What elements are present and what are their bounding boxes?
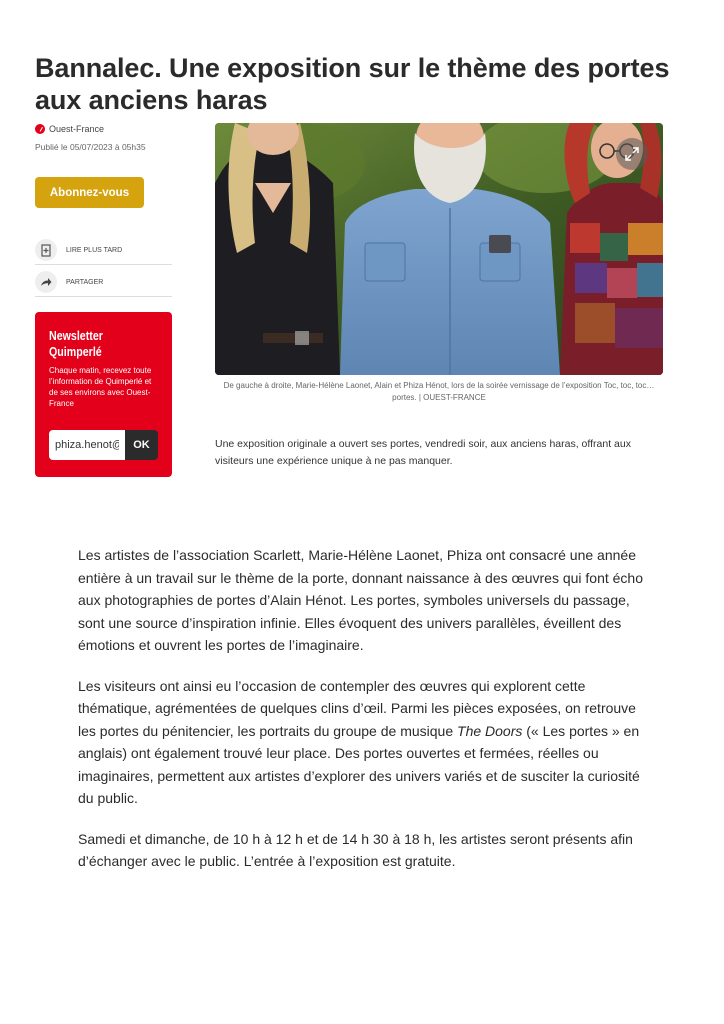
bookmark-icon [35, 239, 57, 261]
newsletter-box [35, 312, 172, 477]
band-name: The Doors [457, 722, 523, 739]
ouest-france-logo-icon [35, 124, 45, 134]
newsletter-submit-button[interactable]: OK [125, 430, 158, 460]
read-later-label: LIRE PLUS TARD [66, 246, 123, 254]
read-later-button[interactable] [35, 236, 172, 265]
article-lead: Une exposition originale a ouvert ses portes, vendredi soir, aux anciens haras, offrant aux visiteurs une expérience unique à ne pas manquer. [215, 438, 631, 467]
share-arrow-icon [35, 271, 57, 293]
newsletter-description: Chaque matin, recevez toute l’information de Quimperlé et de ses environs avec Ouest-France [49, 366, 152, 408]
article-title: Bannalec. Une exposition sur le thème des portes aux anciens haras [35, 53, 670, 115]
expand-icon [625, 147, 639, 161]
paragraph-text: Les visiteurs ont ainsi eu l’occasion de contempler des œuvres qui explorent cette thématique, agrémentées de quelques clins d’œil. Parmi les pièces exposées, on retrouve les portes du pénitencier, les portraits du groupe de musique [78, 677, 636, 739]
article-paragraph: Samedi et dimanche, de 10 h à 12 h et de 14 h 30 à 18 h, les artistes seront présents afin d’échanger avec le public. L’entrée à l’exposition est gratuite. [78, 830, 633, 869]
share-button[interactable] [35, 268, 172, 297]
expand-image-button[interactable] [616, 138, 648, 170]
publish-date: Publié le 05/07/2023 à 05h35 [35, 142, 146, 152]
article-photo [215, 123, 663, 375]
source-name: Ouest-France [49, 124, 105, 134]
article-paragraph: Les artistes de l’association Scarlett, Marie-Hélène Laonet, Phiza ont consacré une année entière à un travail sur le thème de la porte, donnant naissance à des œuvres qui font écho aux photographies de portes d’Alain Hénot. Les portes, symboles universels du passage, sont une source d’inspiration infinie. Elles évoquent des univers parallèles, éveillent des émotions et ouvrent les portes de l’imaginaire. [78, 547, 644, 653]
subscribe-button[interactable]: Abonnez-vous [35, 177, 144, 208]
paragraph-text: (« Les portes » en anglais) ont également trouvé leur place. Des portes ouvertes et fermées, réelles ou imaginaires, permettent aux artistes d’explorer des univers variés et de susciter la curiosité du public. [78, 722, 640, 806]
newsletter-title: Newsletter Quimperlé [49, 328, 103, 359]
source-line [35, 124, 104, 134]
photo-caption: De gauche à droite, Marie-Hélène Laonet, Alain et Phiza Hénot, lors de la soirée vernissage de l’exposition Toc, toc, toc… portes. | OUEST-FRANCE [223, 381, 655, 402]
article-body [78, 544, 653, 891]
article-paragraph [78, 675, 653, 810]
newsletter-email-input[interactable] [49, 430, 125, 460]
share-label: PARTAGER [66, 278, 104, 286]
